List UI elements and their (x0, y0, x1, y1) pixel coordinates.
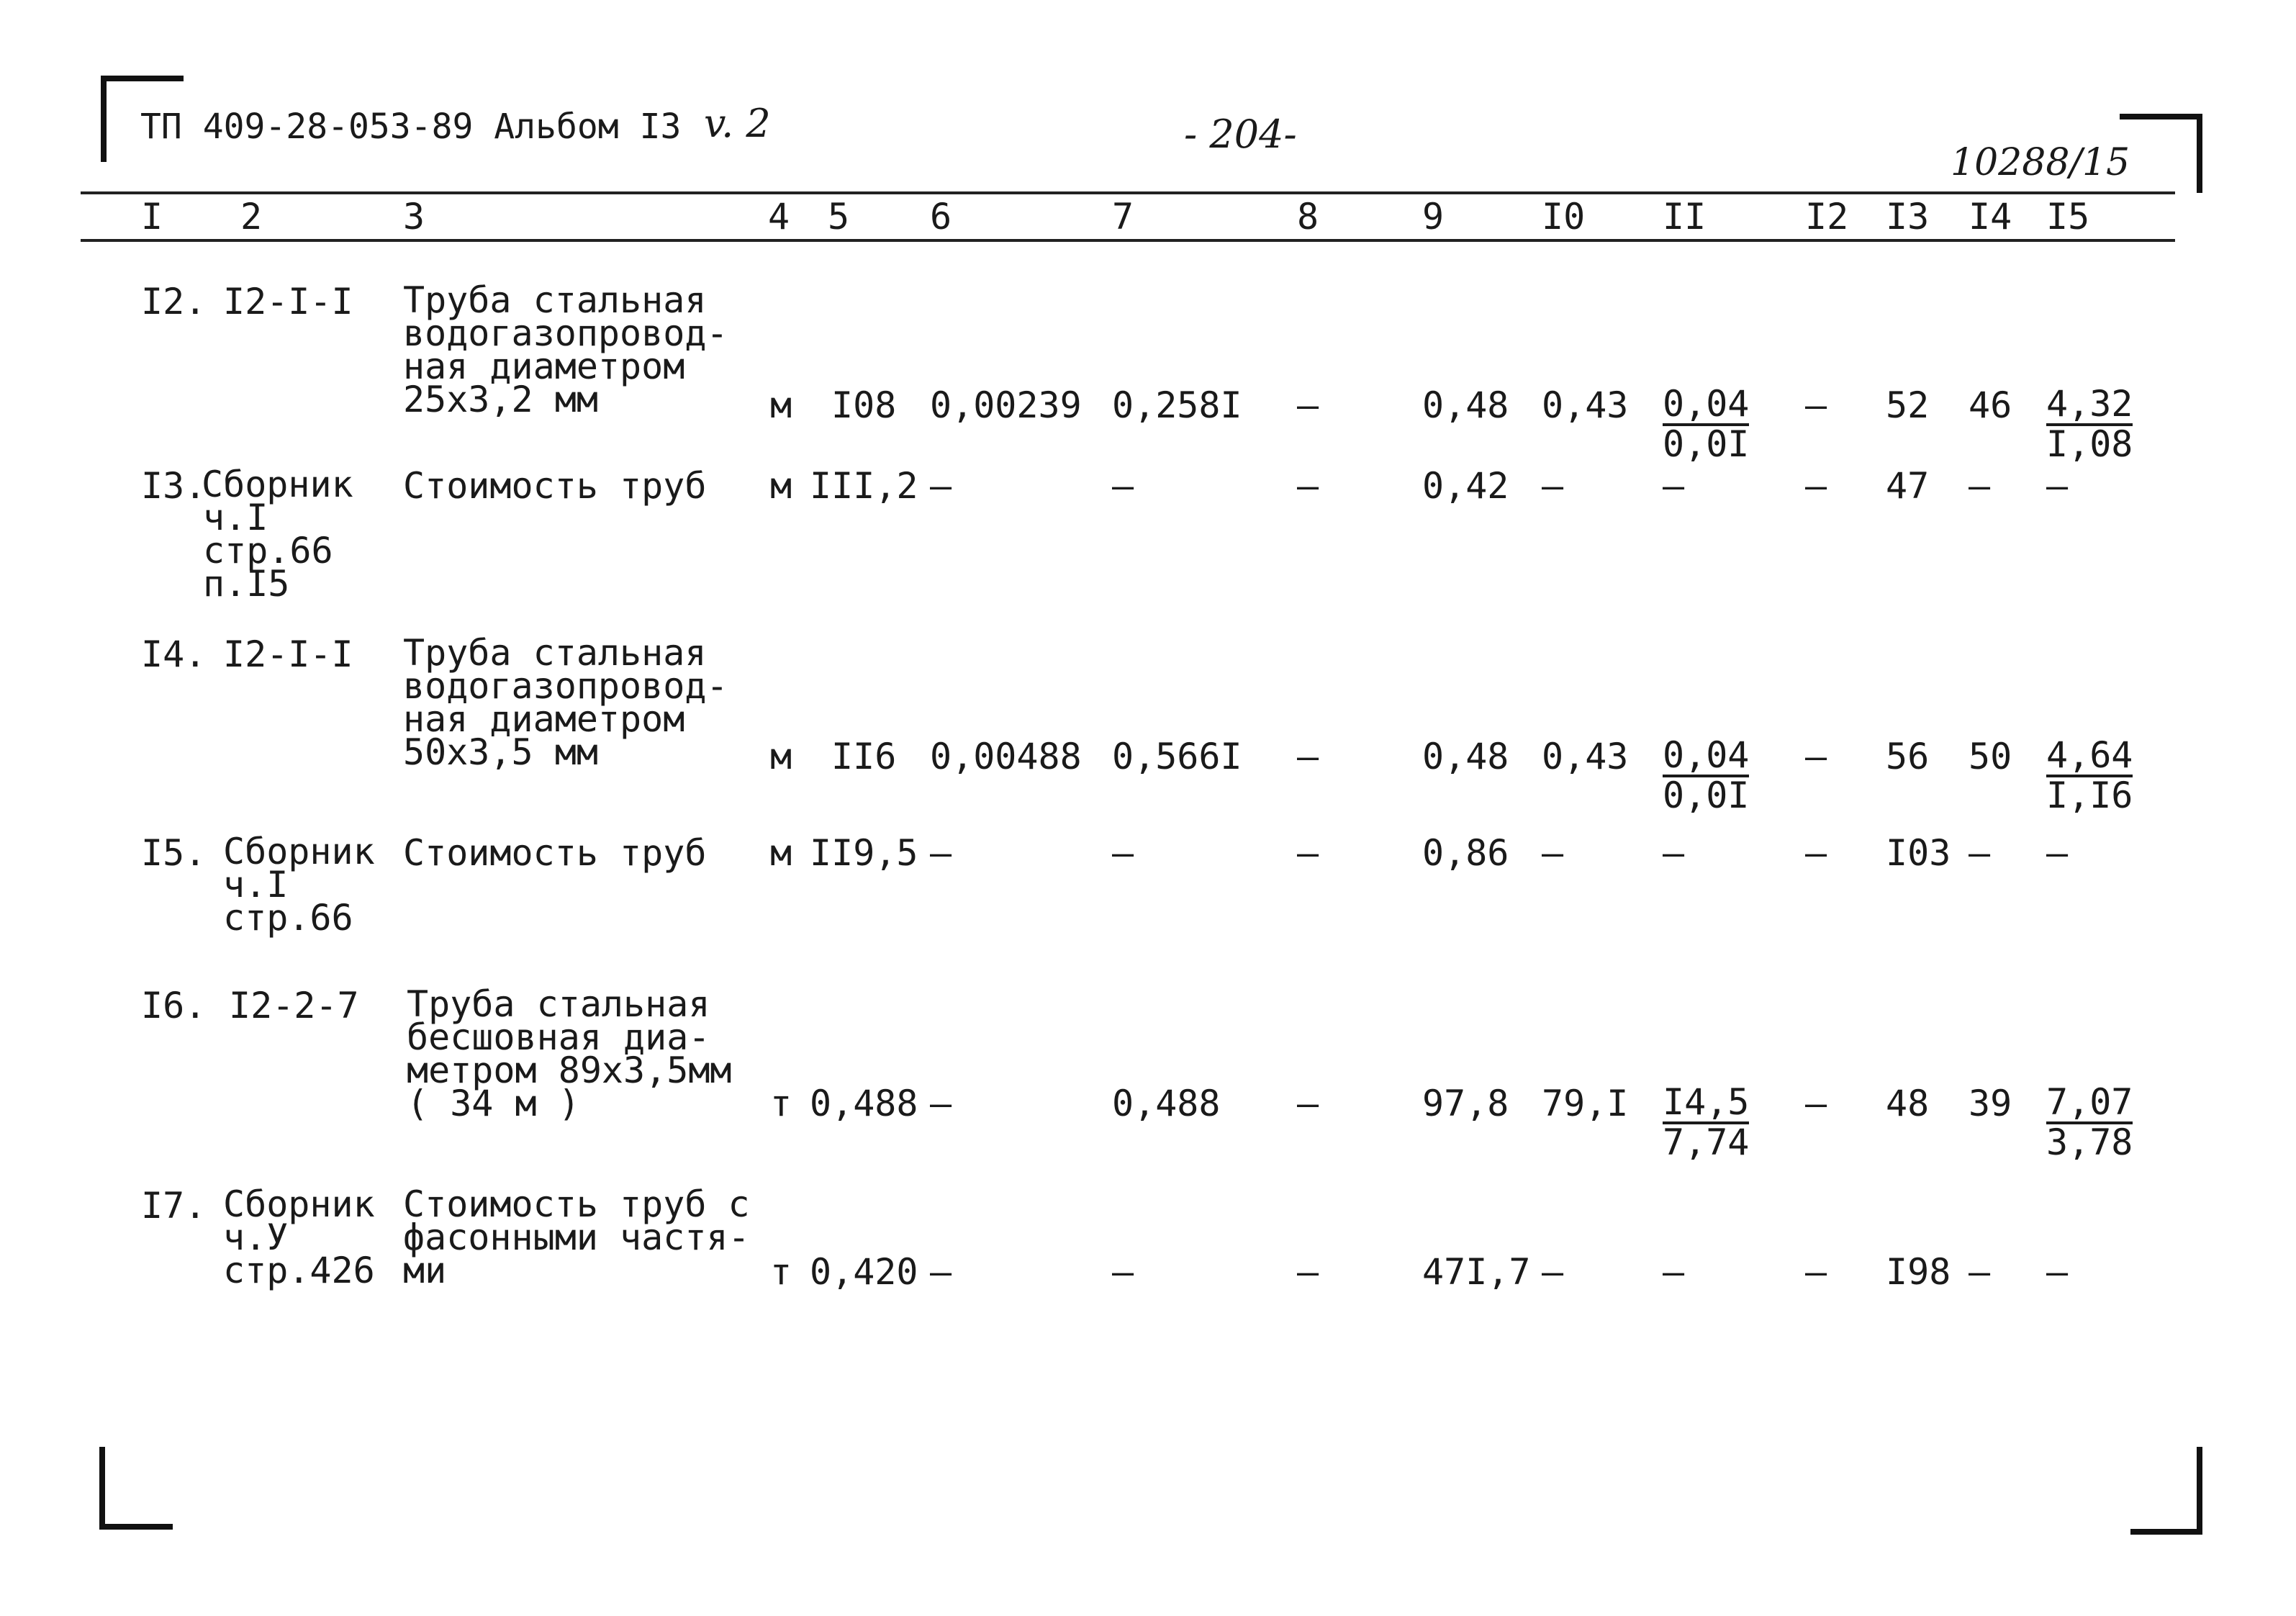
col-9-value: 47I,7 (1422, 1251, 1531, 1293)
quantity: I08 (831, 384, 897, 426)
column-header: 7 (1112, 196, 1134, 238)
quantity: II9,5 (810, 832, 918, 874)
col-12-value: – (1805, 1251, 1827, 1293)
col-11-value: – (1663, 832, 1685, 874)
col-12-value: – (1805, 832, 1827, 874)
col-8-value: – (1297, 384, 1319, 426)
column-header: II (1663, 196, 1707, 238)
col-15-value: – (2046, 832, 2069, 874)
column-header: 9 (1422, 196, 1445, 238)
col-14-value: 50 (1969, 736, 2012, 777)
row-number: I4. (141, 633, 207, 675)
column-header: I (141, 196, 163, 238)
column-header: 2 (240, 196, 263, 238)
column-header: I3 (1886, 196, 1930, 238)
rate-code: I2-I-I (223, 633, 353, 675)
col-10-value: – (1542, 832, 1564, 874)
col-14-value: – (1969, 465, 1991, 507)
row-number: I3. (141, 465, 207, 507)
col-6-value: 0,00239 (930, 384, 1082, 426)
col-7-value: 0,488 (1112, 1083, 1221, 1124)
item-description: Стоимость труб (403, 465, 707, 507)
col-10-value: 0,43 (1542, 736, 1629, 777)
col-8-value: – (1297, 1083, 1319, 1124)
quantity: III,2 (810, 465, 918, 507)
col-15-fraction: $\frac{4,64}{I,I6}$ (2046, 734, 2133, 816)
table-header-rule (81, 239, 2175, 242)
table-top-rule (81, 191, 2175, 194)
rate-code: Сборник ч.I стр.66 п.I5 (202, 464, 353, 605)
rate-code: Сборник ч.У стр.426 (223, 1183, 375, 1291)
col-12-value: – (1805, 736, 1827, 777)
column-header: I0 (1542, 196, 1586, 238)
col-7-value: – (1112, 465, 1134, 507)
col-12-value: – (1805, 1083, 1827, 1124)
column-header: 5 (828, 196, 850, 238)
column-header: 6 (930, 196, 952, 238)
col-14-value: – (1969, 832, 1991, 874)
col-8-value: – (1297, 832, 1319, 874)
volume-note: v. 2 (704, 101, 771, 146)
col-6-value: – (930, 1251, 952, 1293)
row-number: I6. (141, 985, 207, 1026)
rate-code: I2-2-7 (229, 985, 359, 1026)
document-code: ТП 409-28-053-89 Альбом I3 (140, 107, 682, 147)
col-13-value: I98 (1886, 1251, 1951, 1293)
col-10-value: – (1542, 1251, 1564, 1293)
col-9-value: 0,42 (1422, 465, 1509, 507)
column-header: 4 (768, 196, 790, 238)
unit: м (770, 384, 792, 426)
col-6-value: – (930, 465, 952, 507)
col-9-value: 0,86 (1422, 832, 1509, 874)
col-12-value: – (1805, 384, 1827, 426)
col-15-fraction: $\frac{4,32}{I,08}$ (2046, 383, 2133, 465)
item-description: Труба стальная бесшовная диа- метром 89х3,5мм ( 34 м ) (407, 983, 732, 1124)
row-number: I5. (141, 832, 207, 874)
col-6-value: – (930, 1083, 952, 1124)
column-header: 8 (1297, 196, 1319, 238)
col-9-value: 0,48 (1422, 384, 1509, 426)
col-10-value: 79,I (1542, 1083, 1629, 1124)
col-15-fraction: $\frac{7,07}{3,78}$ (2046, 1081, 2133, 1163)
item-description: Стоимость труб (403, 832, 707, 874)
item-description: Труба стальная водогазопровод- ная диаметром 25х3,2 мм (403, 279, 728, 420)
col-8-value: – (1297, 736, 1319, 777)
col-11-fraction: $\frac{I4,5}{7,74}$ (1663, 1081, 1750, 1163)
row-number: I2. (141, 281, 207, 322)
unit: м (770, 465, 792, 507)
col-13-value: 47 (1886, 465, 1930, 507)
quantity: II6 (831, 736, 897, 777)
item-description: Труба стальная водогазопровод- ная диаметром 50х3,5 мм (403, 632, 728, 773)
column-header: I5 (2046, 196, 2090, 238)
col-11-fraction: $\frac{0,04}{0,0I}$ (1663, 734, 1750, 816)
col-7-value: – (1112, 832, 1134, 874)
col-13-value: 48 (1886, 1083, 1930, 1124)
column-header: I2 (1805, 196, 1849, 238)
col-9-value: 0,48 (1422, 736, 1509, 777)
rate-code: I2-I-I (223, 281, 353, 322)
sheet-reference: 10288/15 (1951, 141, 2130, 184)
col-15-value: – (2046, 1251, 2069, 1293)
col-13-value: I03 (1886, 832, 1951, 874)
col-10-value: 0,43 (1542, 384, 1629, 426)
col-7-value: – (1112, 1251, 1134, 1293)
col-15-value: – (2046, 465, 2069, 507)
row-number: I7. (141, 1185, 207, 1227)
quantity: 0,488 (810, 1083, 918, 1124)
col-14-value: 39 (1969, 1083, 2012, 1124)
col-7-value: 0,258I (1112, 384, 1242, 426)
col-13-value: 56 (1886, 736, 1930, 777)
item-description: Стоимость труб с фасонными частя- ми (403, 1183, 750, 1291)
col-9-value: 97,8 (1422, 1083, 1509, 1124)
col-6-value: 0,00488 (930, 736, 1082, 777)
col-6-value: – (930, 832, 952, 874)
col-12-value: – (1805, 465, 1827, 507)
col-13-value: 52 (1886, 384, 1930, 426)
col-11-fraction: $\frac{0,04}{0,0I}$ (1663, 383, 1750, 465)
column-header: 3 (403, 196, 425, 238)
column-header: I4 (1969, 196, 2012, 238)
unit: т (770, 1251, 792, 1293)
col-11-value: – (1663, 1251, 1685, 1293)
col-7-value: 0,566I (1112, 736, 1242, 777)
col-8-value: – (1297, 1251, 1319, 1293)
page-number: - 204- (1184, 112, 1297, 157)
col-14-value: 46 (1969, 384, 2012, 426)
quantity: 0,420 (810, 1251, 918, 1293)
col-8-value: – (1297, 465, 1319, 507)
unit: м (770, 736, 792, 777)
col-14-value: – (1969, 1251, 1991, 1293)
rate-code: Сборник ч.I стр.66 (223, 831, 375, 939)
col-11-value: – (1663, 465, 1685, 507)
unit: м (770, 832, 792, 874)
unit: т (770, 1083, 792, 1124)
col-10-value: – (1542, 465, 1564, 507)
